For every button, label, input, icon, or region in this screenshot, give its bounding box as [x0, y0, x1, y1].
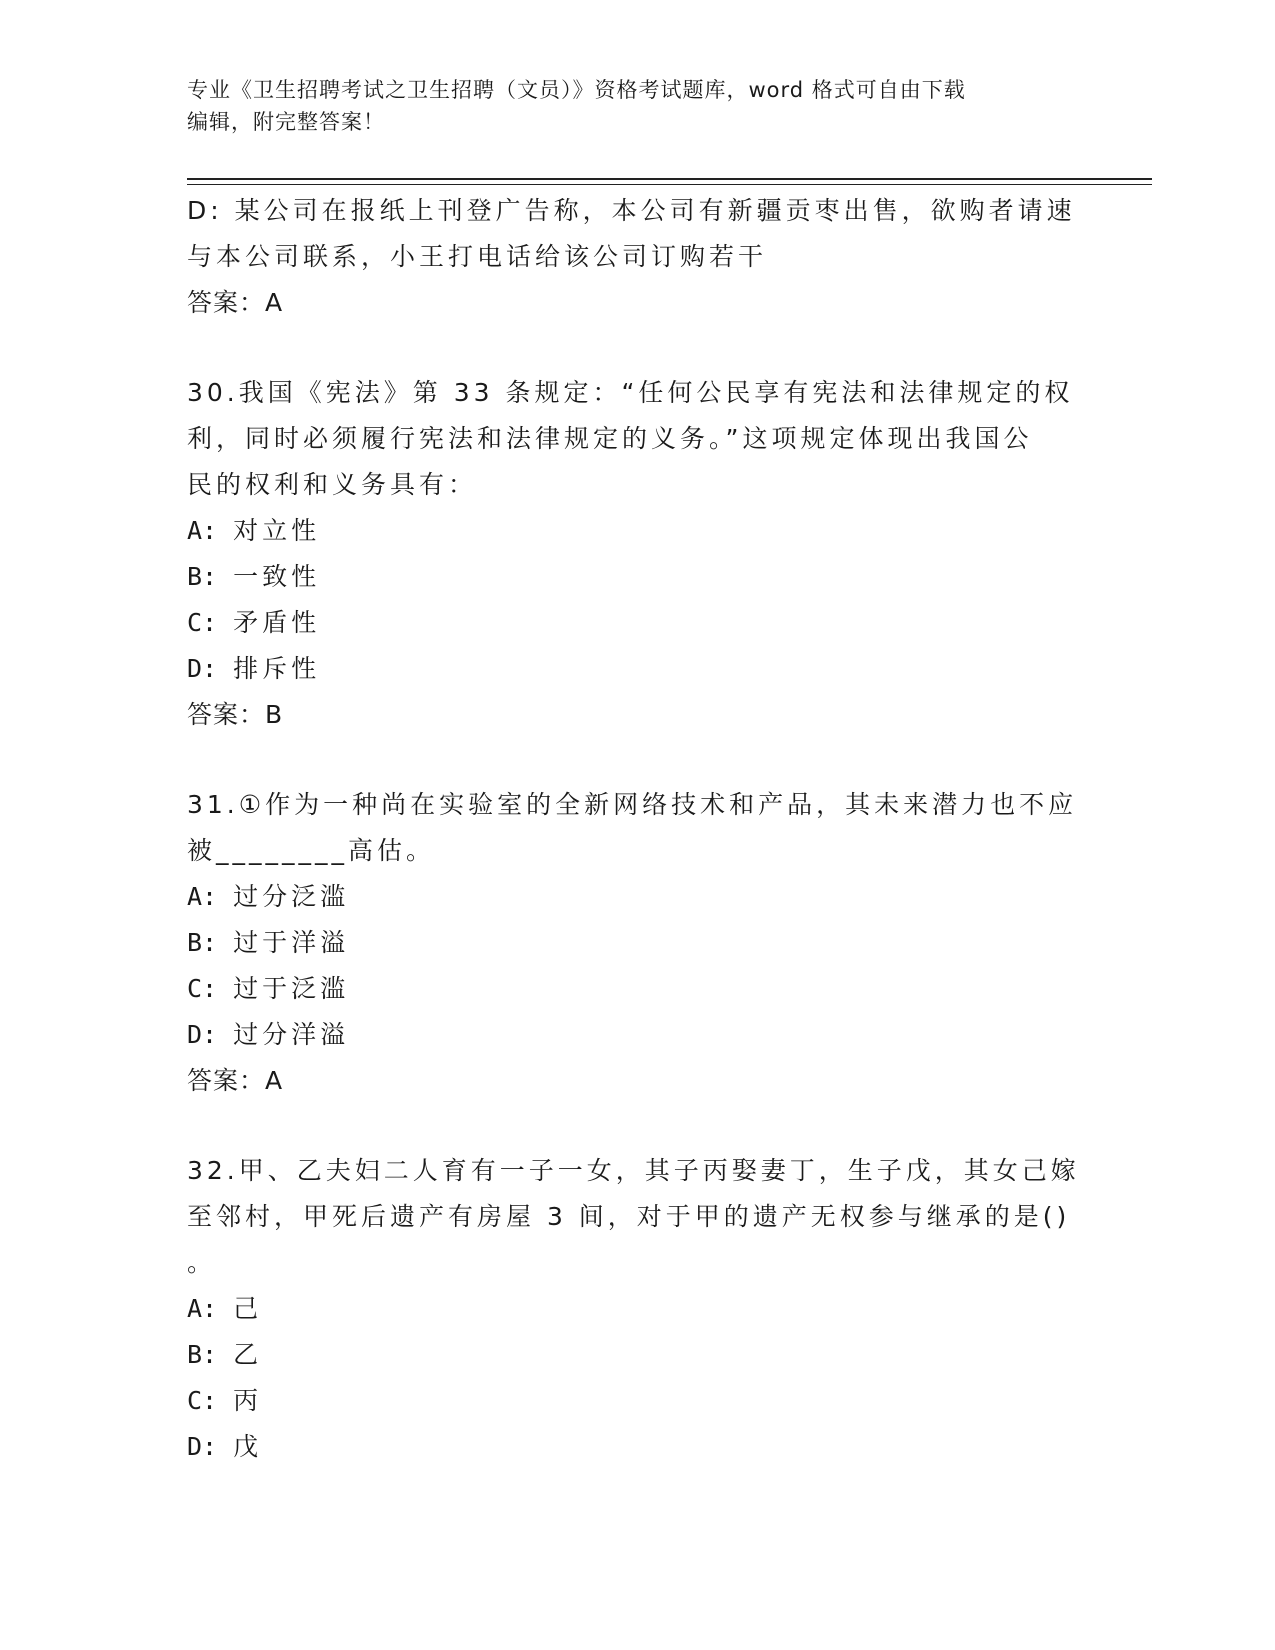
- option-a: [187, 874, 1077, 920]
- option-text: 过分洋溢: [233, 1020, 350, 1049]
- answer: 答案：B: [187, 700, 284, 729]
- option-b: [187, 1332, 1077, 1378]
- option-letter: A:: [187, 1294, 218, 1323]
- option-letter: B:: [187, 1340, 218, 1369]
- option-text: 过分泛滥: [233, 882, 350, 911]
- option-d: [187, 1424, 1077, 1470]
- page-header: [187, 74, 1087, 138]
- header-line-2: 编辑，附完整答案！: [187, 110, 385, 134]
- prev-option-d-line-1: D: 某公司在报纸上刊登广告称，本公司有新疆贡枣出售，欲购者请速: [187, 196, 1076, 225]
- option-text: 对立性: [233, 516, 321, 545]
- prev-answer: 答案：A: [187, 288, 284, 317]
- option-b: [187, 554, 1077, 600]
- option-text: 己: [233, 1294, 263, 1323]
- option-c: [187, 966, 1077, 1012]
- question-31: [187, 782, 1077, 1104]
- header-divider-thin: [187, 184, 1152, 185]
- option-text: 一致性: [233, 562, 321, 591]
- option-d: [187, 646, 1077, 692]
- option-letter: C:: [187, 974, 218, 1003]
- option-c: [187, 600, 1077, 646]
- question-stem-line: 32.甲、乙夫妇二人育有一子一女，其子丙娶妻丁，生子戊，其女己嫁: [187, 1156, 1080, 1185]
- question-stem-line: 30.我国《宪法》第 33 条规定：“任何公民享有宪法和法律规定的权: [187, 378, 1074, 407]
- option-text: 过于洋溢: [233, 928, 350, 957]
- option-letter: D:: [187, 1432, 218, 1461]
- prev-option-d-line-2: 与本公司联系，小王打电话给该公司订购若干: [187, 242, 768, 271]
- header-line-1: 专业《卫生招聘考试之卫生招聘（文员）》资格考试题库，word 格式可自由下载: [187, 78, 966, 102]
- option-c: [187, 1378, 1077, 1424]
- option-text: 过于泛滥: [233, 974, 350, 1003]
- answer: 答案：A: [187, 1066, 284, 1095]
- question-stem-line: 利，同时必须履行宪法和法律规定的义务。”这项规定体现出我国公: [187, 424, 1033, 453]
- option-letter: C:: [187, 608, 218, 637]
- prev-question-block: [187, 188, 1077, 326]
- question-stem-line: 民的权利和义务具有：: [187, 470, 478, 499]
- option-text: 矛盾性: [233, 608, 321, 637]
- option-letter: A:: [187, 882, 218, 911]
- option-text: 戊: [233, 1432, 263, 1461]
- option-a: [187, 508, 1077, 554]
- option-letter: D:: [187, 654, 218, 683]
- question-stem-line: 31.①作为一种尚在实验室的全新网络技术和产品，其未来潜力也不应: [187, 790, 1078, 819]
- option-d: [187, 1012, 1077, 1058]
- option-letter: B:: [187, 928, 218, 957]
- question-30: [187, 370, 1077, 738]
- option-text: 排斥性: [233, 654, 321, 683]
- option-text: 乙: [233, 1340, 263, 1369]
- question-32: [187, 1148, 1080, 1470]
- option-text: 丙: [233, 1386, 263, 1415]
- option-letter: D:: [187, 1020, 218, 1049]
- question-stem-line: 。: [187, 1248, 217, 1277]
- question-stem-line: 至邻村，甲死后遗产有房屋 3 间，对于甲的遗产无权参与继承的是(): [187, 1202, 1071, 1231]
- question-stem-line: 被________高估。: [187, 836, 436, 865]
- option-letter: C:: [187, 1386, 218, 1415]
- option-letter: A:: [187, 516, 218, 545]
- option-letter: B:: [187, 562, 218, 591]
- option-b: [187, 920, 1077, 966]
- option-a: [187, 1286, 1077, 1332]
- header-divider-thick: [187, 178, 1152, 180]
- document-body: [187, 188, 1080, 1470]
